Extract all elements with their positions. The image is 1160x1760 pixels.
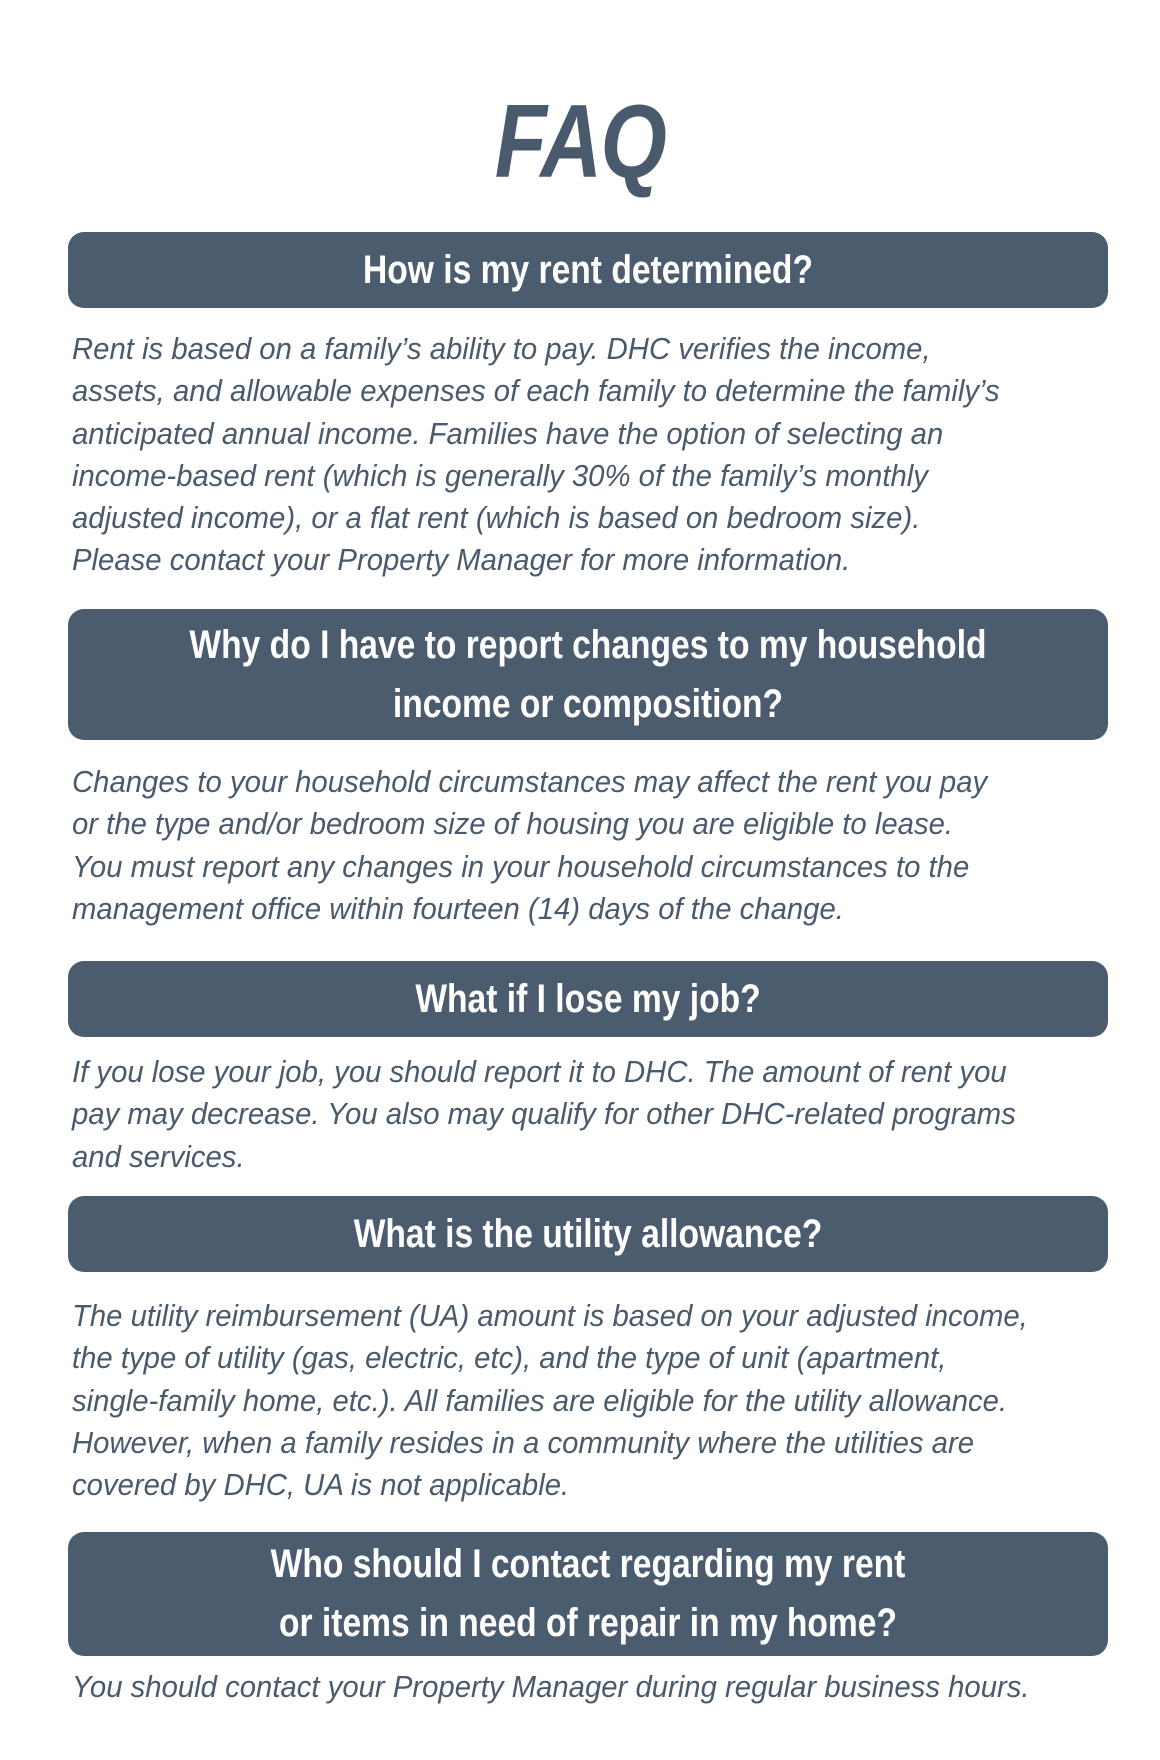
- answer-text-utility-allowance: The utility reimbursement (UA) amount is based on your adjusted income, the type of utility (gas, electric, etc), and the type of unit (apartment, single-family home, etc.). All families are eligible for the utility allowance. However, when a family resides in a community where the utilities are covered by DHC, UA is not applicable.: [72, 1298, 1028, 1503]
- answer-text-rent: Rent is based on a family’s ability to pay. DHC verifies the income, assets, and allowable expenses of each family to determine the family’s anticipated annual income. Families have the option of selecting an income-based rent (which is generally 30% of the family’s monthly adjusted income), or a flat rent (which is based on bedroom size). Please contact your Property Manager for more information.: [72, 331, 1000, 578]
- answer-text-contact: You should contact your Property Manager during regular business hours.: [72, 1669, 1030, 1704]
- question-text: How is my rent determined?: [363, 247, 813, 292]
- question-banner-report-changes: [68, 609, 1108, 740]
- question-banner-utility-allowance: [68, 1196, 1108, 1272]
- question-text: What is the utility allowance?: [353, 1211, 823, 1256]
- question-text: What if I lose my job?: [415, 976, 761, 1021]
- answer-text-report-changes: Changes to your household circumstances may affect the rent you pay or the type and/or bedroom size of housing you are eligible to lease. You must report any changes in your household circumstances to the management office within fourteen (14) days of the change.: [72, 764, 988, 926]
- question-text: Who should I contact regarding my rent or items in need of repair in my home?: [270, 1542, 906, 1645]
- question-banner-lose-job: [68, 961, 1108, 1037]
- page-title: FAQ: [494, 84, 666, 200]
- question-banner-contact: [68, 1532, 1108, 1656]
- question-banner-rent: [68, 232, 1108, 308]
- question-text: Why do I have to report changes to my household income or composition?: [189, 622, 987, 726]
- answer-text-lose-job: If you lose your job, you should report it to DHC. The amount of rent you pay may decrease. You also may qualify for other DHC-related programs and services.: [72, 1054, 1016, 1174]
